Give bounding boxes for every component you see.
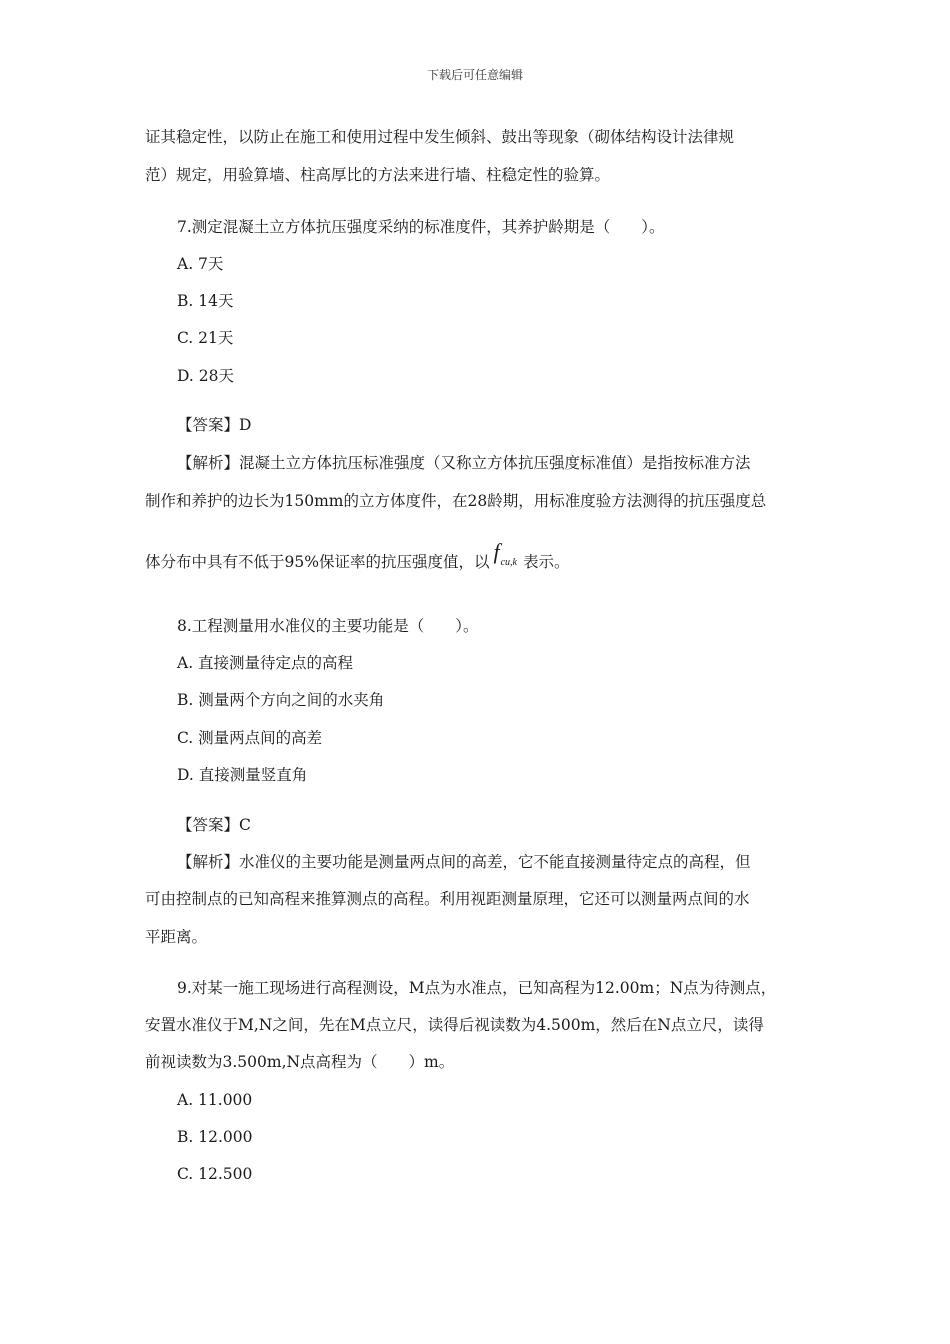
q9-question-line-3: 前视读数为3.500m,N点高程为（ ）m。 <box>145 1053 455 1071</box>
q7-answer: 【答案】D <box>177 416 252 434</box>
formula-main: f <box>493 539 500 564</box>
q8-option-a: A. 直接测量待定点的高程 <box>177 654 354 672</box>
q8-answer: 【答案】C <box>177 816 251 834</box>
q8-option-b: B. 测量两个方向之间的水夹角 <box>177 691 385 709</box>
q7-analysis-line-3-end: 表示。 <box>522 553 570 571</box>
q8-analysis-line-2: 可由控制点的已知高程来推算测点的高程。利用视距测量原理，它还可以测量两点间的水 <box>145 890 750 908</box>
formula-subscript: cu,k <box>500 557 517 568</box>
q8-option-c: C. 测量两点间的高差 <box>177 729 323 747</box>
q8-analysis-line-3: 平距离。 <box>145 928 208 946</box>
q9-option-c: C. 12.500 <box>177 1165 253 1183</box>
q8-analysis-line-1: 【解析】水准仪的主要功能是测量两点间的高差，它不能直接测量待定点的高程，但 <box>177 853 751 871</box>
q7-option-a: A. 7天 <box>177 255 224 273</box>
q7-analysis-line-3 <box>145 539 825 575</box>
q7-option-d: D. 28天 <box>177 367 234 385</box>
intro-line-2: 范）规定，用验算墙、柱高厚比的方法来进行墙、柱稳定性的验算。 <box>145 166 611 184</box>
q7-option-b: B. 14天 <box>177 292 234 310</box>
q8-option-d: D. 直接测量竖直角 <box>177 766 308 784</box>
q9-question-line-1: 9.对某一施工现场进行高程测设，M点为水准点，已知高程为12.00m；N点为待测点， <box>177 979 777 997</box>
q9-option-b: B. 12.000 <box>177 1128 253 1146</box>
q8-question: 8.工程测量用水准仪的主要功能是（ ）。 <box>177 617 479 635</box>
q7-analysis-line-1: 【解析】混凝土立方体抗压标准强度（又称立方体抗压强度标准值）是指按标准方法 <box>177 454 751 472</box>
q9-option-a: A. 11.000 <box>177 1091 253 1109</box>
formula-fcuk <box>493 539 517 575</box>
q7-analysis-line-3-text: 体分布中具有不低于95%保证率的抗压强度值，以 <box>145 553 490 571</box>
intro-line-1: 证其稳定性，以防止在施工和使用过程中发生倾斜、鼓出等现象（砌体结构设计法律规 <box>145 128 735 146</box>
page-header: 下载后可任意编辑 <box>426 68 523 82</box>
q9-question-line-2: 安置水准仪于M,N之间，先在M点立尺，读得后视读数为4.500m，然后在N点立尺，读得 <box>145 1016 764 1034</box>
q7-question: 7.测定混凝土立方体抗压强度采纳的标准度件，其养护龄期是（ ）。 <box>177 218 665 236</box>
q7-analysis-line-2: 制作和养护的边长为150mm的立方体度件，在28龄期，用标准度验方法测得的抗压强度总 <box>145 492 767 510</box>
q7-option-c: C. 21天 <box>177 329 234 347</box>
